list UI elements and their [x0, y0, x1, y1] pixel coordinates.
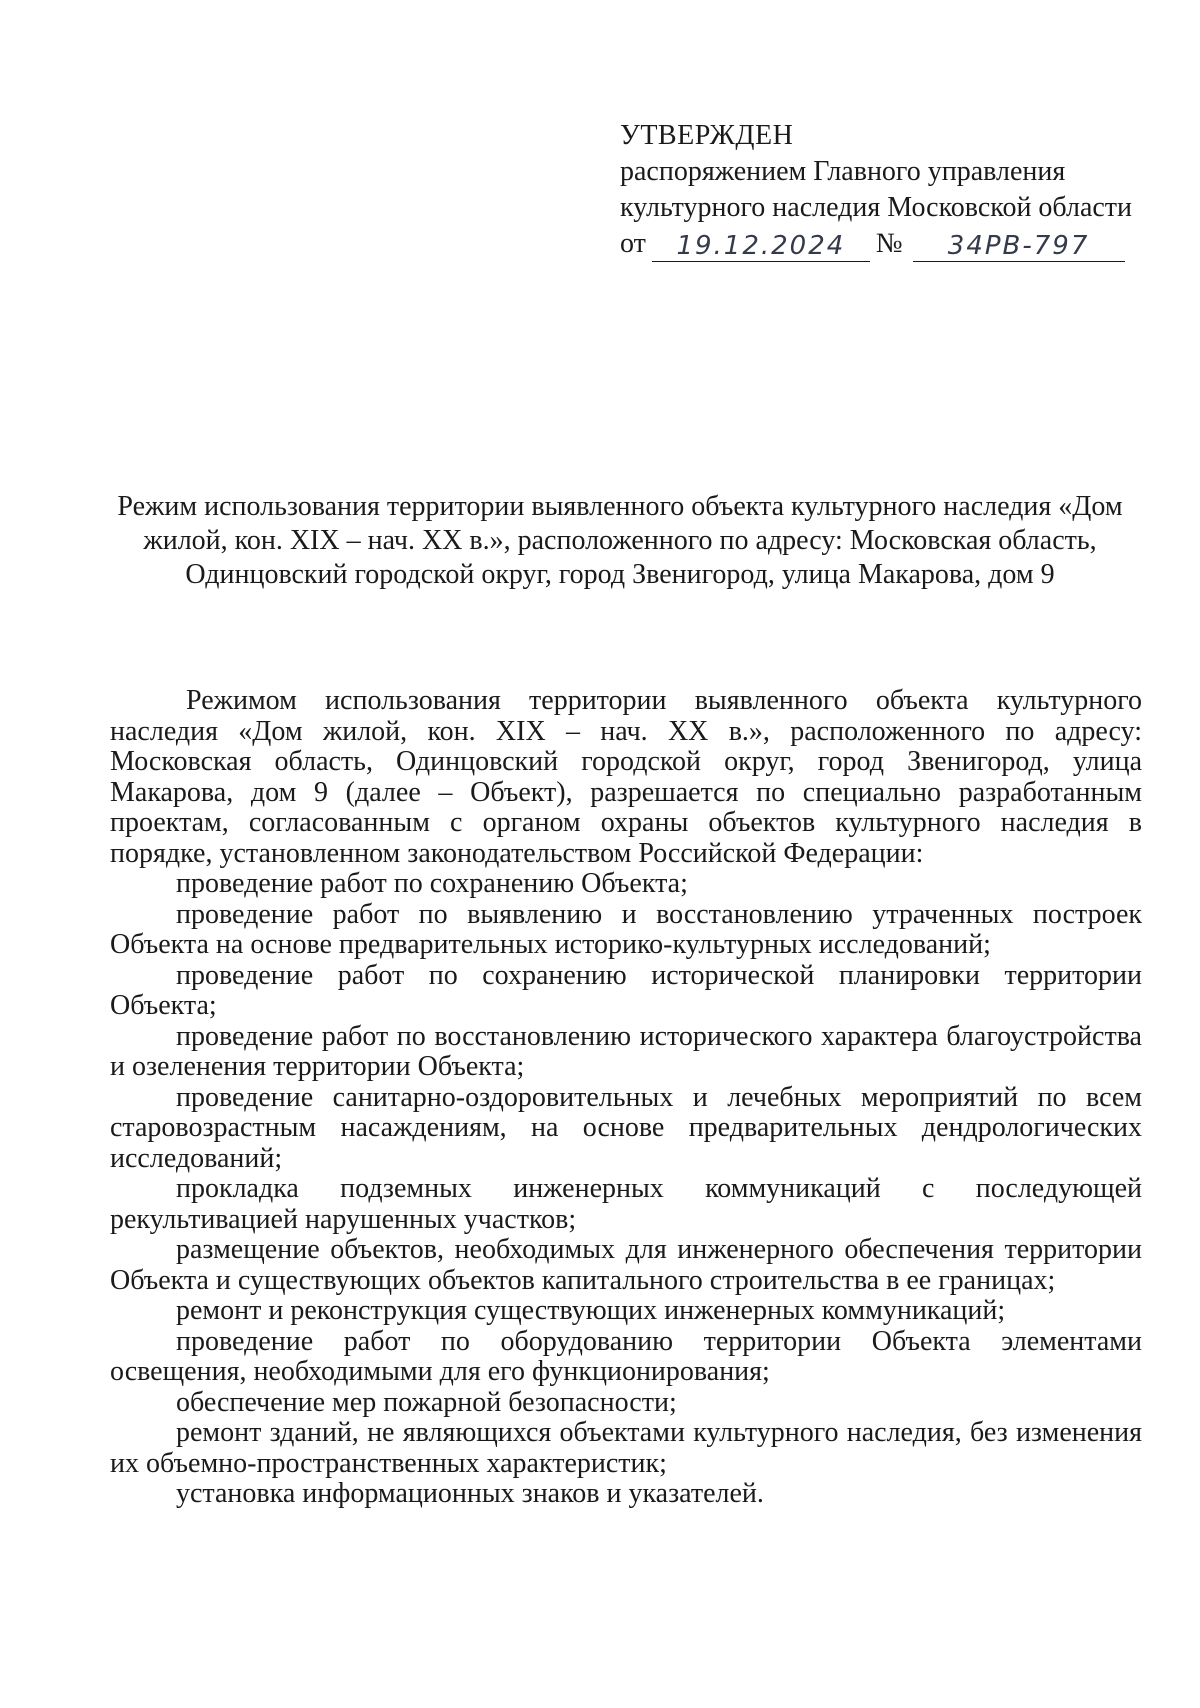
list-item: проведение работ по оборудованию территории Объекта элементами освещения, необходимыми для его функционирования; — [110, 1325, 1142, 1387]
approval-line-2: культурного наследия Московской области — [620, 192, 1133, 223]
approval-line-1: распоряжением Главного управления — [620, 156, 1066, 187]
date-prefix: от — [620, 228, 646, 259]
document-body — [110, 686, 1142, 1510]
handwritten-date: 19.12.2024 — [652, 231, 870, 262]
number-prefix: № — [875, 228, 903, 259]
list-item: установка информационных знаков и указателей. — [176, 1478, 764, 1509]
list-item: проведение работ по выявлению и восстановлению утраченных построек Объекта на основе предварительных историко-культурных исследований; — [110, 898, 1142, 960]
list-item: проведение санитарно-оздоровительных и лечебных мероприятий по всем старовозрастным насаждениям, на основе предварительных дендрологических исследований; — [110, 1081, 1142, 1174]
intro-paragraph: Режимом использования территории выявленного объекта культурного наследия «Дом жилой, кон. XIX – нач. XX в.», расположенного по адресу: Московская область, Одинцовский городской округ, город Звенигород, улица Макарова, дом 9 (далее – Объект), разрешается по специально разработанным проектам, согласованным с органом охраны объектов культурного наследия в порядке, установленном законодательством Российской Федерации: — [110, 685, 1142, 869]
list-item: проведение работ по сохранению исторической планировки территории Объекта; — [110, 959, 1142, 1021]
document-title: Режим использования территории выявленного объекта культурного наследия «Дом жилой, кон. XIX – нач. XX в.», расположенного по адресу: Московская область, Одинцовский городской округ, город Звенигород, улица Макарова, дом 9 — [117, 491, 1123, 590]
list-item: ремонт зданий, не являющихся объектами культурного наследия, без изменения их объемно-пространственных характеристик; — [110, 1417, 1142, 1479]
list-item: прокладка подземных инженерных коммуникаций с последующей рекультивацией нарушенных участков; — [110, 1173, 1142, 1235]
approval-title: УТВЕРЖДЕН — [620, 120, 794, 151]
list-item: проведение работ по восстановлению исторического характера благоустройства и озеленения территории Объекта; — [110, 1020, 1142, 1082]
list-item: ремонт и реконструкция существующих инженерных коммуникаций; — [176, 1295, 1006, 1326]
approval-stamp — [620, 118, 1160, 262]
list-item: проведение работ по сохранению Объекта; — [176, 868, 688, 899]
handwritten-number: 34РВ-797 — [913, 231, 1125, 262]
list-item: обеспечение мер пожарной безопасности; — [176, 1386, 677, 1418]
approval-date-number-row — [620, 226, 1160, 262]
list-item: размещение объектов, необходимых для инженерного обеспечения территории Объекта и существующих объектов капитального строительства в ее границах; — [110, 1234, 1142, 1296]
